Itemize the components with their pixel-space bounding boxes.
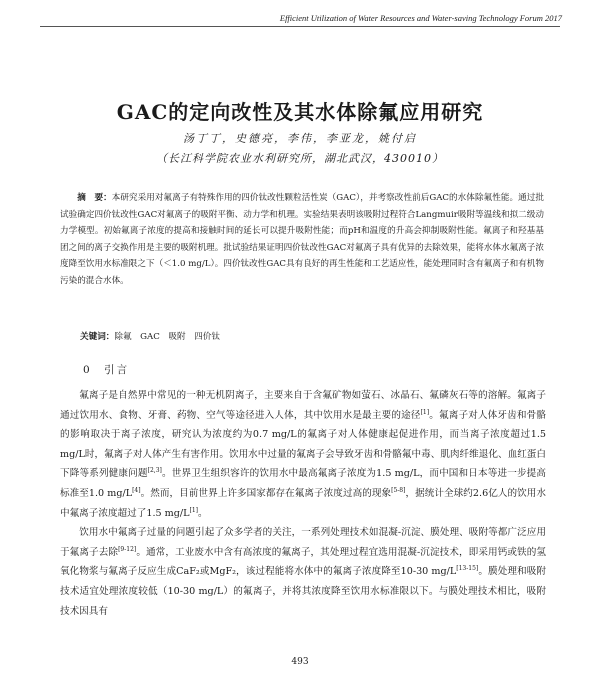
abstract	[60, 190, 544, 289]
section-heading: 0 引言	[83, 364, 130, 376]
body-text	[60, 386, 546, 621]
keywords-text: 除氟 GAC 吸附 四价钛	[114, 332, 220, 342]
abstract-text: 本研究采用对氟离子有特殊作用的四价钛改性颗粒活性炭（GAC），并考察改性前后GAC的水体除氟性能。通过批试验确定四价钛改性GAC对氟离子的吸附平衡、动力学和机理。实验结果表明该吸附过程符合Langmuir吸附等温线和拟二级动力学模型。初始氟离子浓度的提高和接触时间的延长可以提升吸附性能；而pH和温度的升高会抑制吸附性能。氟离子和羟基基团之间的离子交换作用是主要的吸附机理。批试验结果证明四价钛改性GAC对氟离子具有优异的去除效果，能将水体水氟离子浓度降至饮用水标准限之下（＜1.0 mg/L）。四价钛改性GAC具有良好的再生性能和工艺适应性，能处理同时含有氟离子和有机物污染的混合水体。	[60, 193, 544, 286]
citation: [13-15]	[456, 565, 479, 573]
text-run: ，据统计全球约2.6亿人的饮用水中氟离子浓度超过了1.5 mg/L	[60, 487, 546, 519]
abstract-label: 摘 要：	[77, 193, 112, 203]
keywords-label: 关键词：	[80, 332, 115, 342]
text-run: 。世界卫生组织容许的饮用水中最高氟离子浓度为1.5 mg/L，而中国和日本等进一步提高标准至1.0 mg/L	[60, 468, 547, 499]
text-run: 氟离子是自然界中常见的一种无机阴离子，主要来自于含氟矿物如萤石、冰晶石、氟磷灰石等的溶解。氟离子通过饮用水、食物、牙膏、药物、空气等途径进入人体，其中饮用水是最主要的途径	[60, 390, 546, 421]
paragraph	[60, 386, 546, 523]
text-run: 。然而，目前世界上许多国家都存在氟离子浓度过高的现象	[140, 487, 392, 499]
citation: [1]	[189, 506, 198, 514]
text-run: 饮用水中氟离子过量的问题引起了众多学者的关注，一系列处理技术如混凝-沉淀、膜处理、吸附等都广泛应用于氟离子去除	[60, 527, 546, 558]
text-run: 。	[198, 507, 208, 519]
citation: [1]	[420, 408, 430, 416]
header-divider	[40, 26, 560, 27]
keywords	[80, 330, 220, 342]
citation: [2,3]	[147, 467, 162, 475]
citation: [4]	[132, 486, 141, 494]
page-number: 493	[291, 657, 309, 667]
text-run: 。膜处理和吸附技术适宜处理浓度较低（10-30 mg/L）的氟离子，并将其浓度降至饮用水标准限以下。与膜处理技术相比，吸附技术因具有	[60, 566, 547, 617]
text-run: 。氟离子对人体牙齿和骨骼的影响取决于离子浓度，研究认为浓度约为0.7 mg/L的氟离子对人体健康起促进作用，而当离子浓度超过1.5 mg/L时，氟离子对人体产生有害作用。饮用水中过量的氟离子会导致牙齿和骨骼氟中毒、肌肉纤维退化、血红蛋白下降等系列健康问题	[60, 409, 547, 480]
paragraph	[60, 523, 546, 621]
citation: [9-12]	[118, 545, 137, 553]
affiliation: （长江科学院农业水利研究所，湖北武汉，430010）	[156, 152, 444, 165]
citation: [5-8]	[391, 486, 406, 494]
text-run: 。通常，工业废水中含有高浓度的氟离子，其处理过程宜选用混凝-沉淀技术，即采用钙或铁的氢氧化物浆与氟离子反应生成CaF₂或MgF₂，该过程能将水体中的氟离子浓度降至10-30 mg/L	[60, 546, 546, 578]
paper-title: GAC的定向改性及其水体除氟应用研究	[116, 100, 484, 124]
author-list: 汤丁丁，史德亮，李伟，李亚龙，姚付启	[183, 132, 417, 145]
running-header: Efficient Utilization of Water Resources and Water-saving Technology Forum 2017	[279, 13, 562, 23]
